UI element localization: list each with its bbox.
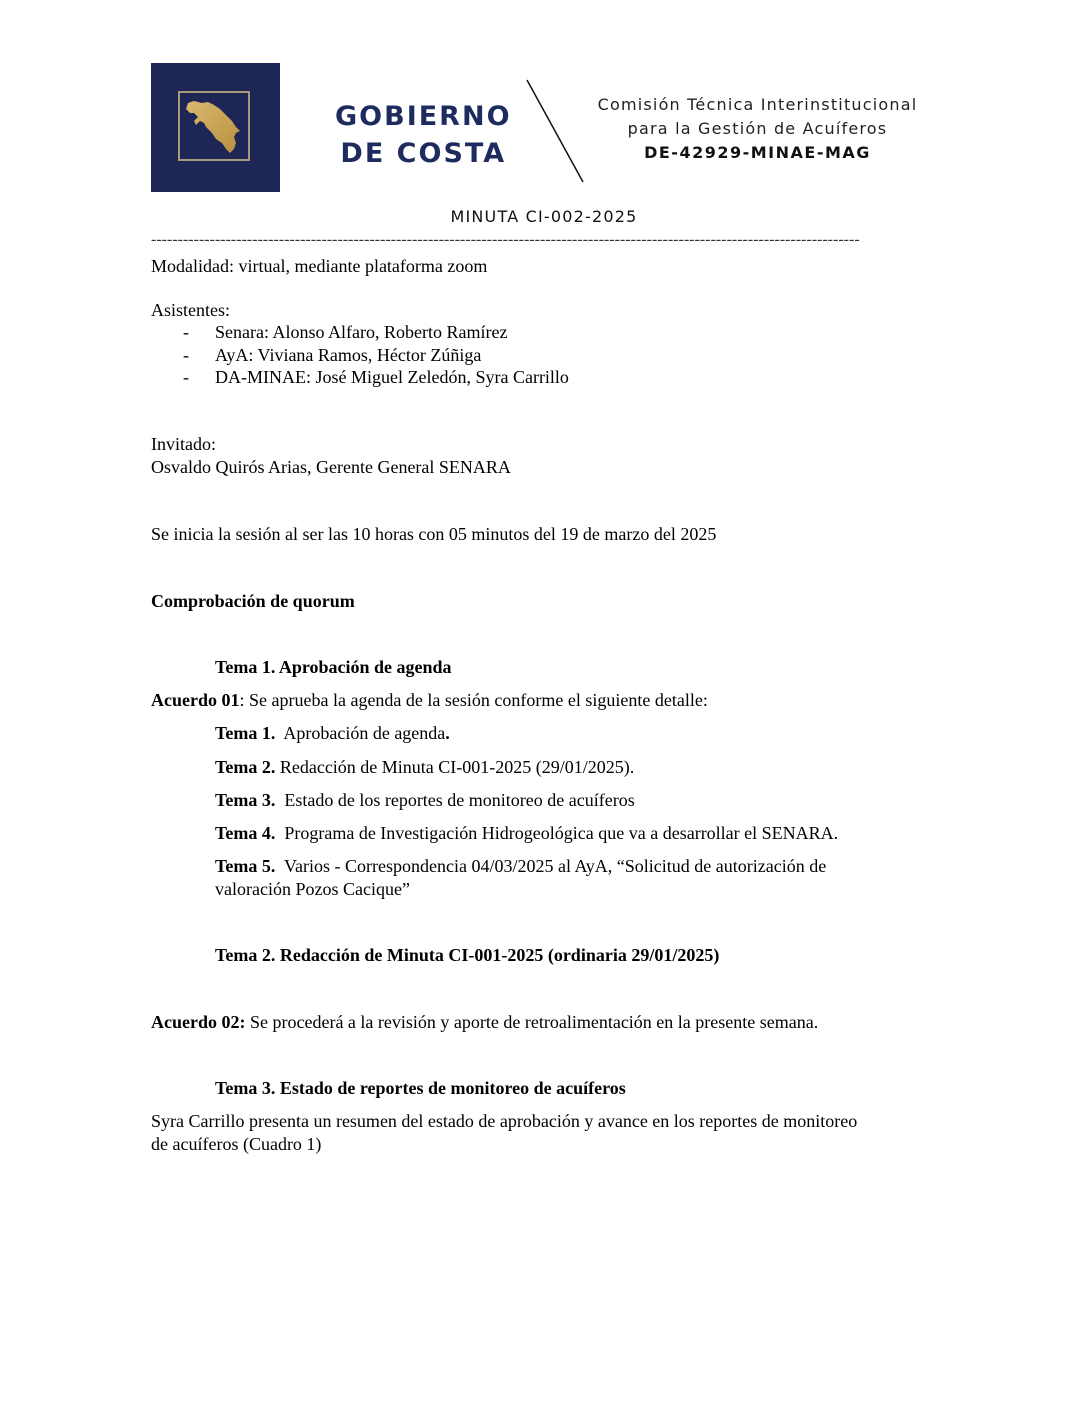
invitado-label: Invitado: — [151, 434, 216, 454]
tema1-heading: Tema 1. Aprobación de agenda — [215, 657, 452, 677]
agenda-item — [215, 722, 450, 744]
agenda-item-text: Redacción de Minuta CI-001-2025 (29/01/2025). — [275, 757, 635, 777]
tema3-heading: Tema 3. Estado de reportes de monitoreo de acuíferos — [215, 1078, 626, 1098]
agenda-item — [215, 789, 635, 811]
government-logo — [151, 63, 280, 192]
agenda-item — [215, 822, 838, 844]
list-item — [183, 366, 569, 388]
agenda-item-label: Tema 2. — [215, 757, 276, 777]
agenda-item-text: Aprobación de agenda — [275, 723, 446, 743]
invitado-text: Osvaldo Quirós Arias, Gerente General SENARA — [151, 457, 511, 477]
costa-rica-map-icon — [182, 97, 246, 155]
dashed-separator: ------------------------------------------------------------------------------------------------------------------------------------- — [151, 232, 860, 248]
commission-line1: Comisión Técnica Interinstitucional — [597, 95, 918, 114]
agenda-item-label: Tema 1. — [215, 723, 276, 743]
commission-code: DE-42929-MINAE-MAG — [644, 143, 871, 162]
logo-frame — [178, 91, 250, 161]
government-name — [335, 98, 512, 172]
acuerdo01-label: Acuerdo 01 — [151, 690, 240, 710]
agenda-item-label: Tema 3. — [215, 790, 276, 810]
tema3-paragraph-line2: de acuíferos (Cuadro 1) — [151, 1134, 322, 1154]
agenda-item-label: Tema 5. — [215, 856, 276, 876]
acuerdo01 — [151, 689, 708, 711]
asistente-text: AyA: Viviana Ramos, Héctor Zúñiga — [215, 345, 482, 365]
session-start-text: Se inicia la sesión al ser las 10 horas con 05 minutos del 19 de marzo del 2025 — [151, 524, 717, 544]
document-title: MINUTA CI-002-2025 — [450, 207, 638, 226]
tema3-paragraph-line1: Syra Carrillo presenta un resumen del estado de aprobación y avance en los reportes de monitoreo — [151, 1111, 858, 1131]
agenda-item — [215, 756, 634, 778]
modalidad-text: Modalidad: virtual, mediante plataforma zoom — [151, 256, 488, 276]
acuerdo02-label: Acuerdo 02: — [151, 1012, 246, 1032]
commission-name — [560, 93, 955, 165]
list-bullet: - — [183, 367, 189, 387]
agenda-item-label: Tema 4. — [215, 823, 276, 843]
commission-line2: para la Gestión de Acuíferos — [627, 119, 888, 138]
list-item — [183, 344, 481, 366]
asistentes-label: Asistentes: — [151, 300, 230, 320]
asistente-text: Senara: Alonso Alfaro, Roberto Ramírez — [215, 322, 508, 342]
gov-name-line1: GOBIERNO — [335, 101, 512, 132]
tema2-heading: Tema 2. Redacción de Minuta CI-001-2025 (ordinaria 29/01/2025) — [215, 945, 720, 965]
agenda-item-text: Programa de Investigación Hidrogeológica que va a desarrollar el SENARA. — [275, 823, 839, 843]
quorum-heading: Comprobación de quorum — [151, 591, 355, 611]
agenda-item-text: Varios - Correspondencia 04/03/2025 al AyA, “Solicitud de autorización de — [275, 856, 827, 876]
list-item — [183, 321, 507, 343]
gov-name-line2: DE COSTA — [340, 138, 507, 169]
agenda-item — [215, 855, 826, 877]
agenda-item-continuation: valoración Pozos Cacique” — [215, 879, 410, 899]
asistente-text: DA-MINAE: José Miguel Zeledón, Syra Carrillo — [215, 367, 569, 387]
list-bullet: - — [183, 345, 189, 365]
acuerdo02 — [151, 1011, 818, 1033]
agenda-item-suffix: . — [445, 723, 450, 743]
acuerdo02-text: Se procederá a la revisión y aporte de retroalimentación en la presente semana. — [245, 1012, 819, 1032]
acuerdo01-text: : Se aprueba la agenda de la sesión conforme el siguiente detalle: — [239, 690, 708, 710]
list-bullet: - — [183, 322, 189, 342]
agenda-item-text: Estado de los reportes de monitoreo de acuíferos — [275, 790, 635, 810]
